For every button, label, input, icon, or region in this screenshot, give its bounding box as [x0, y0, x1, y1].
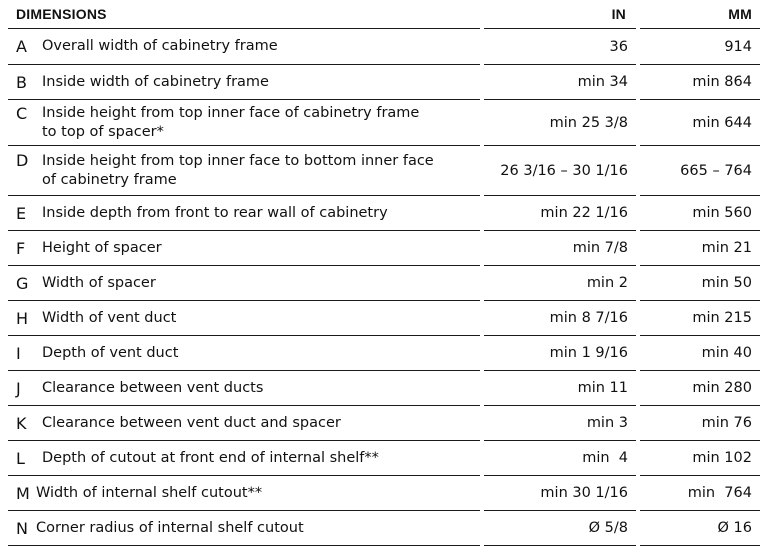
row-label: Width of internal shelf cutout**: [36, 484, 263, 501]
row-mm-value: min 864: [640, 65, 760, 100]
row-label-line2: of cabinetry frame: [42, 171, 177, 188]
row-mm-value: min 280: [640, 371, 760, 406]
row-letter: F: [16, 238, 26, 258]
dimensions-table: [8, 0, 760, 546]
row-label: Depth of cutout at front end of internal shelf**: [42, 449, 379, 466]
header-dimensions: DIMENSIONS: [8, 0, 480, 29]
table-row: [8, 476, 760, 511]
row-in-value: min 8 7/16: [484, 301, 636, 336]
row-letter: C: [16, 104, 28, 123]
row-label: Width of vent duct: [42, 309, 177, 326]
row-mm-value: 914: [640, 29, 760, 65]
table-row: [8, 441, 760, 476]
row-label: Clearance between vent ducts: [42, 379, 264, 396]
row-label: Corner radius of internal shelf cutout: [36, 519, 304, 536]
row-mm-value: min 764: [640, 476, 760, 511]
table-row: [8, 406, 760, 441]
row-in-value: 36: [484, 29, 636, 65]
row-label: Overall width of cabinetry frame: [42, 38, 278, 54]
row-in-value: min 30 1/16: [484, 476, 636, 511]
row-mm-value: min 215: [640, 301, 760, 336]
row-mm-value: min 50: [640, 266, 760, 301]
row-in-value: 26 3/16 – 30 1/16: [484, 146, 636, 196]
row-mm-value: min 644: [640, 100, 760, 146]
table-row: [8, 65, 760, 100]
row-letter: D: [16, 151, 29, 170]
header-mm: MM: [640, 0, 760, 29]
table-row: [8, 266, 760, 301]
row-mm-value: min 560: [640, 196, 760, 231]
row-label: Inside height from top inner face to bottom inner face: [42, 152, 434, 169]
row-label: Height of spacer: [42, 239, 162, 256]
row-in-value: min 3: [484, 406, 636, 441]
row-label: Width of spacer: [42, 274, 156, 291]
row-label: Inside height from top inner face of cabinetry frame: [42, 104, 420, 121]
row-mm-value: min 102: [640, 441, 760, 476]
row-in-value: min 22 1/16: [484, 196, 636, 231]
table-row: [8, 100, 760, 146]
row-mm-value: Ø 16: [640, 511, 760, 546]
row-letter: J: [16, 378, 21, 398]
table-row: [8, 371, 760, 406]
table-row: [8, 231, 760, 266]
row-letter: G: [16, 273, 29, 293]
table-row: [8, 301, 760, 336]
table-row: [8, 511, 760, 546]
header-in: IN: [484, 0, 636, 29]
row-letter: A: [16, 37, 27, 56]
row-label: Clearance between vent duct and spacer: [42, 414, 341, 431]
row-in-value: min 1 9/16: [484, 336, 636, 371]
row-label: Inside depth from front to rear wall of cabinetry: [42, 204, 388, 221]
row-in-value: min 11: [484, 371, 636, 406]
header-row: [8, 0, 760, 29]
row-in-value: min 25 3/8: [484, 100, 636, 146]
row-letter: K: [16, 413, 27, 433]
row-label: Depth of vent duct: [42, 344, 179, 361]
row-mm-value: 665 – 764: [640, 146, 760, 196]
row-in-value: min 4: [484, 441, 636, 476]
row-letter: B: [16, 72, 27, 92]
table-row: [8, 29, 760, 65]
row-in-value: Ø 5/8: [484, 511, 636, 546]
table-row: [8, 196, 760, 231]
table-row: [8, 336, 760, 371]
row-letter: N: [16, 518, 28, 538]
row-mm-value: min 21: [640, 231, 760, 266]
row-letter: I: [16, 343, 21, 363]
row-mm-value: min 40: [640, 336, 760, 371]
row-letter: M: [16, 483, 30, 503]
row-label-line2: to top of spacer*: [42, 123, 164, 140]
row-letter: L: [16, 448, 25, 468]
table-row: [8, 146, 760, 196]
row-mm-value: min 76: [640, 406, 760, 441]
row-letter: E: [16, 203, 27, 223]
row-label: Inside width of cabinetry frame: [42, 73, 269, 90]
row-in-value: min 7/8: [484, 231, 636, 266]
row-in-value: min 2: [484, 266, 636, 301]
row-in-value: min 34: [484, 65, 636, 100]
row-letter: H: [16, 308, 29, 328]
